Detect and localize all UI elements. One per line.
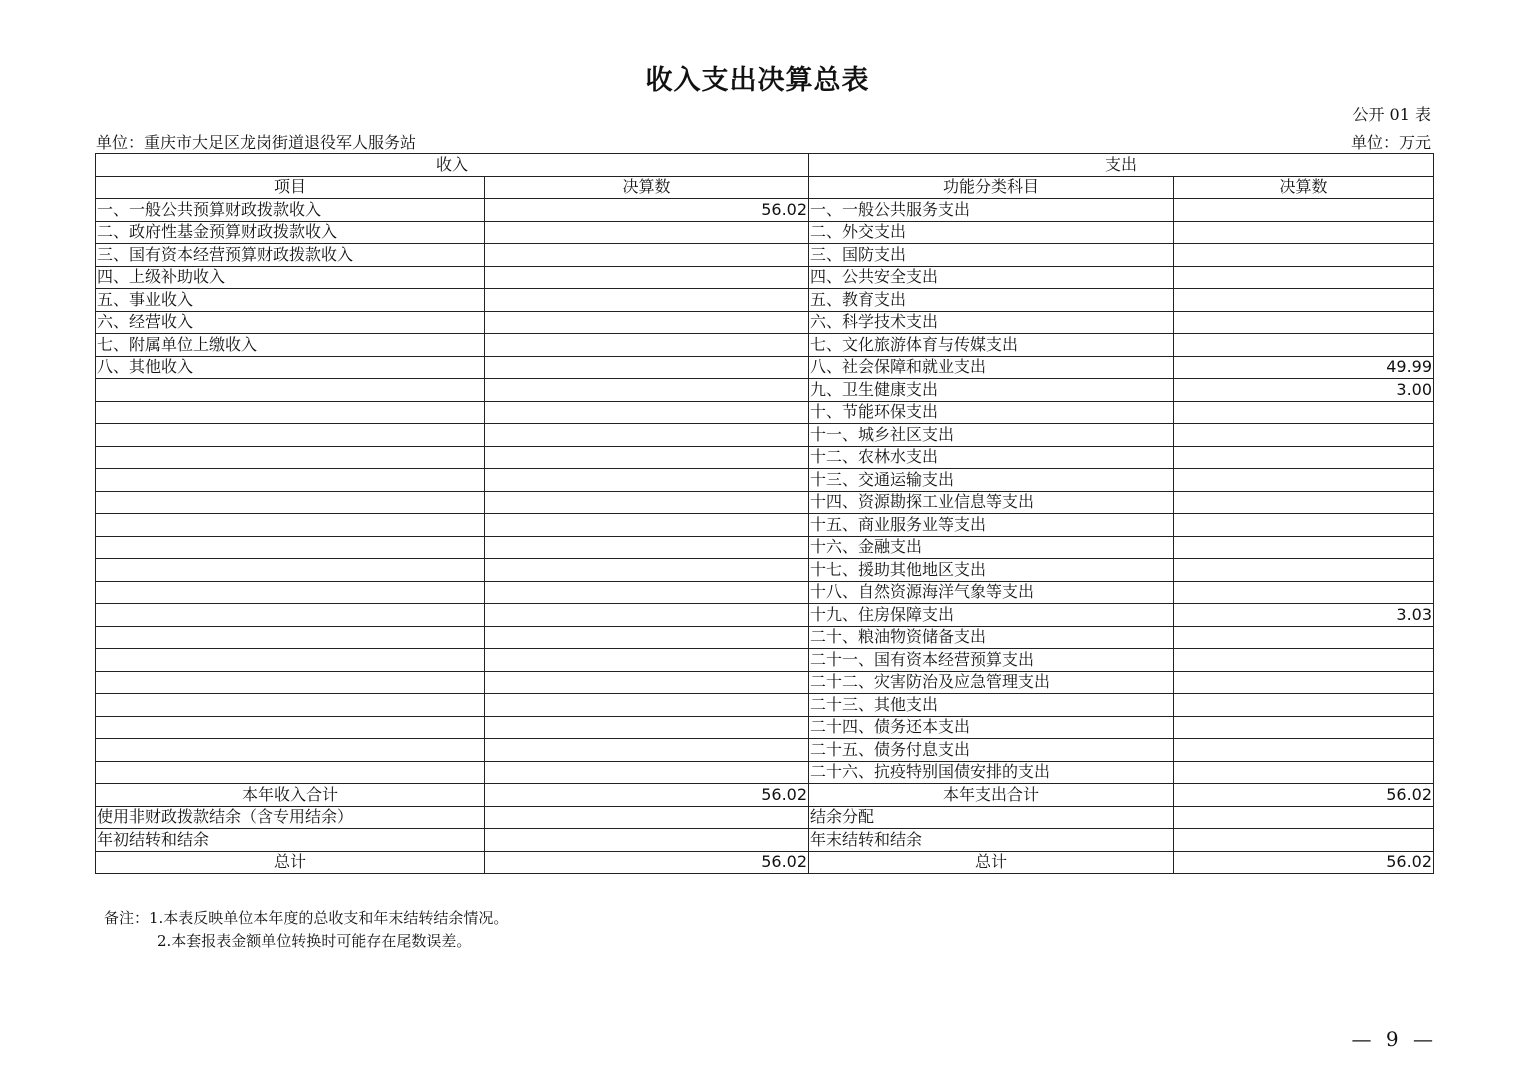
expense-amount-cell: [1174, 491, 1434, 514]
expense-amount-cell: [1174, 716, 1434, 739]
expense-amount-cell: [1174, 424, 1434, 447]
table-number: 公开 01 表: [1352, 105, 1431, 124]
grand-expense-label: 总计: [809, 851, 1174, 874]
income-item-cell: [96, 559, 485, 582]
income-item-cell: [96, 716, 485, 739]
table-row: [96, 266, 1434, 289]
surplus-alloc-label: 结余分配: [809, 806, 1174, 829]
nonfiscal-value: [485, 806, 809, 829]
expense-item-cell: 十四、资源勘探工业信息等支出: [809, 491, 1174, 514]
note-line-2: 2.本套报表金额单位转换时可能存在尾数误差。: [157, 932, 472, 950]
notes: [104, 907, 508, 953]
expense-item-cell: 十六、金融支出: [809, 536, 1174, 559]
nonfiscal-row: [96, 806, 1434, 829]
year-income-label: 本年收入合计: [96, 784, 485, 807]
expense-amount-cell: [1174, 761, 1434, 784]
expense-item-cell: 十、节能环保支出: [809, 401, 1174, 424]
header-item: 项目: [96, 176, 485, 199]
income-item-cell: 六、经营收入: [96, 311, 485, 334]
nonfiscal-label: 使用非财政拨款结余（含专用结余）: [96, 806, 485, 829]
expense-item-cell: 二十六、抗疫特别国债安排的支出: [809, 761, 1174, 784]
expense-amount-cell: [1174, 199, 1434, 222]
table-row: [96, 626, 1434, 649]
table-row: [96, 559, 1434, 582]
income-amount-cell: [485, 491, 809, 514]
income-item-cell: [96, 739, 485, 762]
expense-item-cell: 八、社会保障和就业支出: [809, 356, 1174, 379]
page-number: — 9 —: [1351, 1027, 1437, 1051]
income-expense-table: [95, 153, 1434, 874]
table-row: [96, 694, 1434, 717]
year-income-value: 56.02: [485, 784, 809, 807]
income-item-cell: [96, 469, 485, 492]
expense-item-cell: 十九、住房保障支出: [809, 604, 1174, 627]
header-row-columns: [96, 176, 1434, 199]
table-row: [96, 401, 1434, 424]
expense-amount-cell: [1174, 311, 1434, 334]
income-amount-cell: [485, 289, 809, 312]
expense-item-cell: 二、外交支出: [809, 221, 1174, 244]
income-item-cell: [96, 761, 485, 784]
unit-currency: 单位：万元: [1350, 133, 1431, 152]
expense-amount-cell: [1174, 244, 1434, 267]
income-amount-cell: [485, 581, 809, 604]
end-carry-value: [1174, 829, 1434, 852]
expense-amount-cell: [1174, 626, 1434, 649]
income-item-cell: 五、事业收入: [96, 289, 485, 312]
expense-item-cell: 二十、粮油物资储备支出: [809, 626, 1174, 649]
expense-item-cell: 四、公共安全支出: [809, 266, 1174, 289]
expense-amount-cell: [1174, 221, 1434, 244]
income-amount-cell: [485, 334, 809, 357]
income-amount-cell: [485, 514, 809, 537]
income-amount-cell: [485, 244, 809, 267]
unit-organization: 单位：重庆市大足区龙岗街道退役军人服务站: [96, 133, 417, 152]
table-row: [96, 446, 1434, 469]
expense-amount-cell: [1174, 446, 1434, 469]
expense-amount-cell: 3.00: [1174, 379, 1434, 402]
expense-item-cell: 二十三、其他支出: [809, 694, 1174, 717]
income-amount-cell: [485, 559, 809, 582]
expense-item-cell: 六、科学技术支出: [809, 311, 1174, 334]
table-row: [96, 649, 1434, 672]
table-row: [96, 379, 1434, 402]
income-item-cell: 二、政府性基金预算财政拨款收入: [96, 221, 485, 244]
expense-item-cell: 十三、交通运输支出: [809, 469, 1174, 492]
income-amount-cell: [485, 424, 809, 447]
carry-row: [96, 829, 1434, 852]
expense-item-cell: 七、文化旅游体育与传媒支出: [809, 334, 1174, 357]
income-amount-cell: [485, 356, 809, 379]
income-item-cell: 四、上级补助收入: [96, 266, 485, 289]
income-amount-cell: [485, 626, 809, 649]
expense-amount-cell: [1174, 671, 1434, 694]
income-amount-cell: [485, 221, 809, 244]
expense-item-cell: 十一、城乡社区支出: [809, 424, 1174, 447]
income-amount-cell: [485, 694, 809, 717]
surplus-alloc-value: [1174, 806, 1434, 829]
header-row-groups: [96, 154, 1434, 177]
table-row: [96, 424, 1434, 447]
income-item-cell: [96, 446, 485, 469]
table-row: [96, 604, 1434, 627]
end-carry-label: 年末结转和结余: [809, 829, 1174, 852]
income-amount-cell: [485, 604, 809, 627]
begin-carry-value: [485, 829, 809, 852]
income-amount-cell: [485, 716, 809, 739]
table-row: [96, 199, 1434, 222]
table-row: [96, 334, 1434, 357]
table-row: [96, 761, 1434, 784]
income-item-cell: 三、国有资本经营预算财政拨款收入: [96, 244, 485, 267]
income-item-cell: [96, 649, 485, 672]
header-amount-expense: 决算数: [1174, 176, 1434, 199]
income-item-cell: [96, 514, 485, 537]
table-row: [96, 716, 1434, 739]
expense-item-cell: 二十五、债务付息支出: [809, 739, 1174, 762]
table-row: [96, 289, 1434, 312]
header-expense: 支出: [809, 154, 1434, 177]
grand-income-value: 56.02: [485, 851, 809, 874]
header-amount: 决算数: [485, 176, 809, 199]
table-row: [96, 221, 1434, 244]
income-amount-cell: [485, 671, 809, 694]
table-row: [96, 581, 1434, 604]
income-item-cell: [96, 604, 485, 627]
income-amount-cell: [485, 401, 809, 424]
grand-income-label: 总计: [96, 851, 485, 874]
table-row: [96, 536, 1434, 559]
expense-amount-cell: [1174, 469, 1434, 492]
income-amount-cell: [485, 446, 809, 469]
income-item-cell: [96, 424, 485, 447]
year-expense-label: 本年支出合计: [809, 784, 1174, 807]
note-line-1: 备注：1.本表反映单位本年度的总收支和年末结转结余情况。: [104, 909, 509, 927]
header-func-subject: 功能分类科目: [809, 176, 1174, 199]
expense-item-cell: 十七、援助其他地区支出: [809, 559, 1174, 582]
income-item-cell: [96, 401, 485, 424]
expense-amount-cell: [1174, 739, 1434, 762]
expense-item-cell: 二十四、债务还本支出: [809, 716, 1174, 739]
expense-amount-cell: 49.99: [1174, 356, 1434, 379]
income-item-cell: [96, 626, 485, 649]
expense-amount-cell: [1174, 289, 1434, 312]
table-row: [96, 671, 1434, 694]
income-amount-cell: [485, 739, 809, 762]
expense-amount-cell: [1174, 401, 1434, 424]
expense-amount-cell: [1174, 649, 1434, 672]
table-row: [96, 311, 1434, 334]
income-amount-cell: [485, 649, 809, 672]
expense-amount-cell: [1174, 581, 1434, 604]
expense-item-cell: 十五、商业服务业等支出: [809, 514, 1174, 537]
income-item-cell: [96, 536, 485, 559]
expense-amount-cell: [1174, 559, 1434, 582]
expense-item-cell: 三、国防支出: [809, 244, 1174, 267]
income-item-cell: 七、附属单位上缴收入: [96, 334, 485, 357]
income-amount-cell: [485, 761, 809, 784]
table-row: [96, 244, 1434, 267]
income-item-cell: [96, 379, 485, 402]
expense-amount-cell: 3.03: [1174, 604, 1434, 627]
table-row: [96, 739, 1434, 762]
begin-carry-label: 年初结转和结余: [96, 829, 485, 852]
income-item-cell: 八、其他收入: [96, 356, 485, 379]
income-amount-cell: 56.02: [485, 199, 809, 222]
table-row: [96, 491, 1434, 514]
income-amount-cell: [485, 266, 809, 289]
expense-item-cell: 五、教育支出: [809, 289, 1174, 312]
income-item-cell: 一、一般公共预算财政拨款收入: [96, 199, 485, 222]
expense-item-cell: 十八、自然资源海洋气象等支出: [809, 581, 1174, 604]
income-item-cell: [96, 694, 485, 717]
grand-expense-value: 56.02: [1174, 851, 1434, 874]
year-expense-value: 56.02: [1174, 784, 1434, 807]
income-amount-cell: [485, 469, 809, 492]
expense-amount-cell: [1174, 514, 1434, 537]
income-item-cell: [96, 671, 485, 694]
expense-item-cell: 二十一、国有资本经营预算支出: [809, 649, 1174, 672]
expense-item-cell: 二十二、灾害防治及应急管理支出: [809, 671, 1174, 694]
income-amount-cell: [485, 311, 809, 334]
income-amount-cell: [485, 536, 809, 559]
year-total-row: [96, 784, 1434, 807]
expense-item-cell: 一、一般公共服务支出: [809, 199, 1174, 222]
expense-amount-cell: [1174, 536, 1434, 559]
income-item-cell: [96, 581, 485, 604]
expense-amount-cell: [1174, 694, 1434, 717]
expense-item-cell: 十二、农林水支出: [809, 446, 1174, 469]
income-item-cell: [96, 491, 485, 514]
grand-total-row: [96, 851, 1434, 874]
expense-item-cell: 九、卫生健康支出: [809, 379, 1174, 402]
header-income: 收入: [96, 154, 809, 177]
expense-amount-cell: [1174, 334, 1434, 357]
table-row: [96, 356, 1434, 379]
table-row: [96, 469, 1434, 492]
income-amount-cell: [485, 379, 809, 402]
expense-amount-cell: [1174, 266, 1434, 289]
table-row: [96, 514, 1434, 537]
page-title: 收入支出决算总表: [645, 65, 870, 96]
